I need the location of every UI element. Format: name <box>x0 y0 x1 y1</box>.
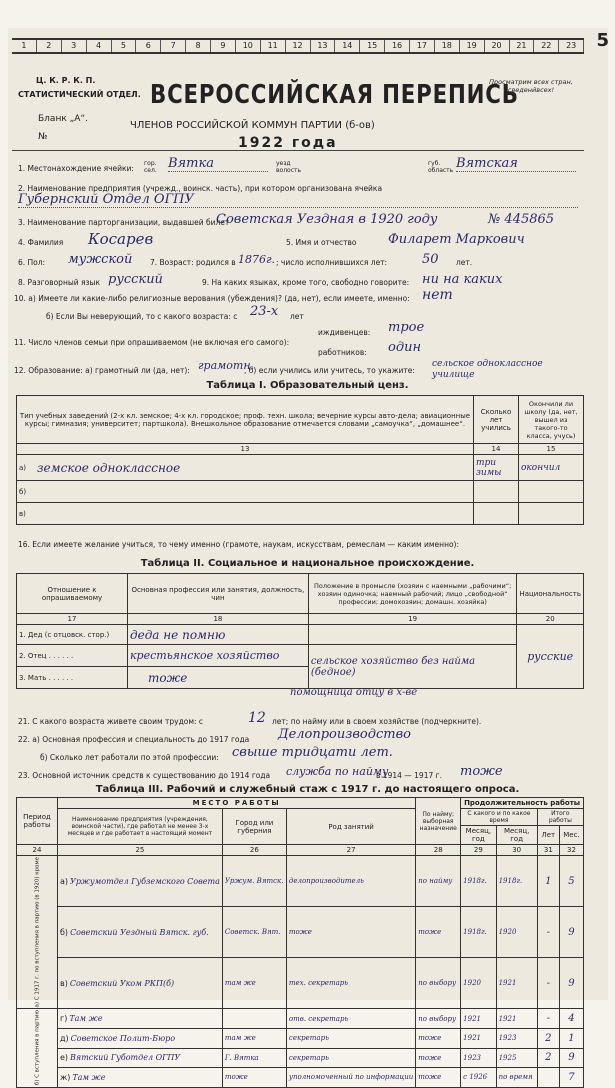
table1-row: а) земское одноклассное три зимы окончил <box>17 455 584 481</box>
table1-row: б) <box>17 481 584 503</box>
table2-row-father: 2. Отец . . . . . . крестьянское хозяйство сельское хозяйство без найма (бедное) <box>17 645 584 667</box>
table3-cell-hire: по выбору <box>416 958 461 1009</box>
table3-cell-to: по время <box>496 1068 537 1088</box>
field-10a-religion: нет <box>422 287 453 303</box>
table3-row <box>17 958 584 1009</box>
table1-row: в) <box>17 503 584 525</box>
table3-row <box>17 1048 584 1068</box>
form-subtitle: ЧЛЕНОВ РОССИЙСКОЙ КОММУН ПАРТИИ (б-ов) <box>130 120 375 131</box>
header-blank: Бланк „А“. <box>38 114 88 124</box>
field-12-literate: грамотн. <box>198 359 255 372</box>
table3-cell-to: 1925 <box>496 1048 537 1068</box>
table3-cell-m: 7 <box>559 1068 583 1088</box>
column-number-ruler <box>12 38 584 54</box>
field-10b-label: б) Если Вы неверующий, то с какого возраста: с <box>46 312 238 321</box>
field-11-label: 11. Число членов семьи при опрашиваемом (не включая его самого): <box>14 338 290 347</box>
table3-cell-hire: тоже <box>416 1068 461 1088</box>
ruler-cell: 1 <box>12 40 37 52</box>
table3-cell-m: 1 <box>559 1029 583 1049</box>
field-4-surname: Косарев <box>88 230 154 248</box>
table1-caption: Таблица I. Образовательный ценз. <box>206 380 409 391</box>
table2-caption: Таблица II. Социальное и национальное происхождение. <box>140 558 475 569</box>
table3-row-letter: г) <box>60 1014 68 1024</box>
table3-caption: Таблица III. Рабочий и служебный стаж с 1917 г. до настоящего опроса. <box>95 784 520 795</box>
table3-cell-occ: уполномоченный по информации <box>286 1068 415 1088</box>
field-22b-value: свыше тридцати лет. <box>232 745 393 760</box>
table2-mother-position: помощница отцу в х-ве <box>290 687 418 698</box>
table3-org-value: Там же <box>69 1014 103 1024</box>
ruler-cell: 13 <box>311 40 336 52</box>
table3-period-before-party: а) С 1917 г. по вступления в партию (в 1920) кроме <box>17 856 58 1009</box>
field-11-dependents: трое <box>388 320 425 335</box>
field-8-language: русский <box>108 272 163 287</box>
table3-cell-city: Г. Вятка <box>222 1048 286 1068</box>
table3-cell-to: 1921 <box>496 1009 537 1029</box>
ruler-cell: 15 <box>360 40 385 52</box>
table3-cell-hire: по найму <box>416 856 461 907</box>
field-6-label: 6. Пол: <box>18 258 46 267</box>
table3-cell-org <box>58 1048 223 1068</box>
header-dept: СТАТИСТИЧЕСКИЙ ОТДЕЛ. <box>18 90 141 99</box>
field-9-languages: ни на каких <box>422 272 503 287</box>
ruler-cell: 16 <box>385 40 410 52</box>
field-2-value: Губернский Отдел ОГПУ <box>18 192 578 208</box>
table3-row-letter: б) <box>60 927 69 937</box>
table3-cell-y: - <box>537 907 559 958</box>
field-8-label: 8. Разговорный язык <box>18 278 100 287</box>
table3-cell-m: 5 <box>559 856 583 907</box>
field-10a-label: 10. а) Имеете ли какие-либо религиозные верования (убеждения)? (да, нет), если имеете, именно: <box>14 294 410 303</box>
table3-cell-from: 1921 <box>461 1029 496 1049</box>
ruler-cell: 7 <box>161 40 186 52</box>
field-21-value: 12 <box>248 710 266 726</box>
field-22a-label: 22. а) Основная профессия и специальность до 1917 года <box>18 735 250 744</box>
field-6-sex: мужской <box>68 252 133 267</box>
ruler-cell: 19 <box>460 40 485 52</box>
table3-cell-m: 4 <box>559 1009 583 1029</box>
table3-cell-m: 9 <box>559 1048 583 1068</box>
table3-cell-to: 1920 <box>496 907 537 958</box>
field-22a-value: Делопроизводство <box>278 727 411 742</box>
field-5-label: 5. Имя и отчество <box>286 238 357 247</box>
table3-row <box>17 907 584 958</box>
table3-cell-occ: тех. секретарь <box>286 958 415 1009</box>
table3-cell-y: 2 <box>537 1029 559 1049</box>
table2-row-mother: 3. Мать . . . . . . тоже <box>17 667 584 689</box>
ruler-cell: 9 <box>211 40 236 52</box>
table3-cell-from: с 1926 <box>461 1068 496 1088</box>
form-year: 1922 года <box>238 135 338 151</box>
field-10b-age: 23-х <box>250 304 279 319</box>
ruler-cell: 12 <box>286 40 311 52</box>
table3-cell-occ: секретарь <box>286 1048 415 1068</box>
table3-cell-org <box>58 856 223 907</box>
ruler-cell: 6 <box>136 40 161 52</box>
table3-cell-from: 1923 <box>461 1048 496 1068</box>
header-divider <box>12 150 584 151</box>
table3-period-after-party: б) С вступления в партию <box>17 1009 58 1087</box>
ruler-cell: 17 <box>410 40 435 52</box>
table3-cell-y: 1 <box>537 856 559 907</box>
table3-cell-occ: секретарь <box>286 1029 415 1049</box>
table3-cell-m: 9 <box>559 907 583 958</box>
table3-row <box>17 1009 584 1029</box>
table3-row-letter: в) <box>60 978 68 988</box>
table3-cell-city <box>222 1009 286 1029</box>
table3-cell-city: там же <box>222 958 286 1009</box>
location-province-value: Вятская <box>456 156 576 172</box>
field-5-name: Филарет Маркович <box>388 232 525 247</box>
field-16-label: 16. Если имеете желание учиться, то чему именно (грамоте, наукам, искусствам, ремеслам — каким именно): <box>18 540 460 549</box>
table3-cell-city: Уржум. Вятск. <box>222 856 286 907</box>
ruler-cell: 10 <box>236 40 261 52</box>
table3-cell-occ: делопроизводитель <box>286 856 415 907</box>
table3-cell-org <box>58 958 223 1009</box>
table3-cell-to: 1918г. <box>496 856 537 907</box>
table3-cell-from: 1920 <box>461 958 496 1009</box>
table3-cell-y <box>537 1068 559 1088</box>
table3-row-letter: а) <box>60 876 69 886</box>
table3-cell-org <box>58 1029 223 1049</box>
table3-cell-y: - <box>537 958 559 1009</box>
table3-cell-org <box>58 1068 223 1088</box>
ruler-cell: 14 <box>335 40 360 52</box>
table3-row-letter: д) <box>60 1033 69 1043</box>
field-7-label: 7. Возраст: родился в <box>150 258 236 267</box>
table3-cell-city: Советск. Вят. <box>222 907 286 958</box>
table3-org-value: Советское Полит-Бюро <box>70 1033 176 1043</box>
ruler-cell: 2 <box>37 40 62 52</box>
field-2-label: 2. Наименование предприятия (учрежд., воинск. часть), при котором организована ячейка <box>18 184 383 193</box>
ruler-cell: 11 <box>261 40 286 52</box>
table3-row <box>17 1068 584 1088</box>
ruler-cell: 8 <box>186 40 211 52</box>
field-7-birthyear: 1876г. <box>238 253 276 266</box>
table3-cell-org <box>58 1009 223 1029</box>
field-9-label: 9. На каких языках, кроме того, свободно говорите: <box>202 278 410 287</box>
table3-org-value: Уржумотдел Губземского Совета <box>70 876 220 886</box>
field-12-education: сельское одноклассное училище <box>432 359 543 380</box>
table3-row <box>17 1029 584 1049</box>
table3-row-letter: е) <box>60 1053 69 1063</box>
table3-cell-to: 1923 <box>496 1029 537 1049</box>
table3-org-value: Там же <box>72 1072 106 1082</box>
field-3-label: 3. Наименование парторганизации, выдавшей билет <box>18 218 230 227</box>
table2-origin: Отношение к опрашиваемому Основная профессия или занятия, должность, чин Положение в промысле (хозяин с наемными „рабочими“; хозяин одиночка; наемный рабочий; лицо „свободной“ профессии; домохозяин; домашн. хозяйка) Национальность 17 18 19 20 1. Дед (с отцовск. стор.) деда не помню русские 2. Отец . . . . . . крестьянское хозяйство сельское хозяйство без найма (бедное) 3. Мать . . . . . . тоже <box>16 573 584 689</box>
field-1-location: 1. Местонахождение ячейки: гор. сел. Вятка уезд волость губ. область Вятская <box>18 156 588 178</box>
table3-work-record: Период работы МЕСТО РАБОТЫ По найму; выборная назначение Продолжительность работы Наименование предприятия (учреждения, воинской части), где работал не менее 3-х месяцев и где работает в настоящий момент Город или губерния Род занятий С какого и по какое время Итого работы Месяц, год Месяц, год Лет Мес. 24 25 26 27 28 29 30 31 32 а) С 1917 г. по вступления в партию (в 1920) кроме а) Уржумотдел Губземского Совета Уржум. Вятск. делопроизводитель по найму 1918г. 1918г. 1 5 б) Советский Уездный Вятск. губ. Советск. Вят. тоже тоже 1918г. 1920 - 9 в) Советский Уком РКП(б) там же тех. секретарь по выбору 1920 1921 - 9 б) С вступления в партию г) Там же отв. секретарь по выбору 1921 1921 - 4 д) Советское Полит-Бюро там же секретарь тоже 1921 1923 2 1 е) Вятский Губотдел ОГПУ Г. Вятка секретарь тоже 1923 1925 2 9 ж) Там же тоже уполномоченный по информации тоже с 1926 по время 7 <box>16 797 584 1088</box>
table1-education: Тип учебных заведений (2-х кл. земское; 4-х кл. городское; проф. техн. школа; вечерние курсы авто-дела; авиационные курсы; гимназия; университет; партшкола). Внешкольное образование отмечается словами „самоучка“, „домашнее“. Сколько лет учились Окончили ли школу (да, нет, вышел из такого-то класса, учусь) 13 14 15 а) земское одноклассное три зимы окончил б) в) <box>16 395 584 525</box>
page-number: 5 <box>596 30 609 51</box>
table3-cell-from: 1921 <box>461 1009 496 1029</box>
ruler-cell: 18 <box>435 40 460 52</box>
table3-org-value: Вятский Губотдел ОГПУ <box>70 1053 181 1063</box>
table3-cell-to: 1921 <box>496 958 537 1009</box>
field-7-age: 50 <box>422 252 439 267</box>
header-slogan: Просматрим всех стран, сведенйвсех! <box>489 78 573 94</box>
field-4-label: 4. Фамилия <box>18 238 64 247</box>
field-23-value2: тоже <box>460 764 503 779</box>
header-num: № <box>38 132 48 142</box>
table3-cell-m: 9 <box>559 958 583 1009</box>
table3-cell-y: 2 <box>537 1048 559 1068</box>
field-21-label: 21. С какого возраста живете своим трудом: с <box>18 717 204 726</box>
field-23-label: 23. Основной источник средств к существованию до 1914 года <box>18 771 271 780</box>
field-12-label: 12. Образование: а) грамотный ли (да, нет): <box>14 366 190 375</box>
ruler-cell: 23 <box>559 40 584 52</box>
table3-cell-city: там же <box>222 1029 286 1049</box>
table3-cell-org <box>58 907 223 958</box>
table3-cell-from: 1918г. <box>461 856 496 907</box>
field-22b-label: б) Сколько лет работали по этой профессии: <box>40 753 219 762</box>
table3-cell-occ: тоже <box>286 907 415 958</box>
ruler-cell: 3 <box>62 40 87 52</box>
header-org: Ц. К. Р. К. П. <box>36 76 96 85</box>
table3-cell-y: - <box>537 1009 559 1029</box>
ruler-cell: 20 <box>485 40 510 52</box>
ruler-cell: 4 <box>87 40 112 52</box>
form-title: ВСЕРОССИЙСКАЯ ПЕРЕПИСЬ <box>150 80 519 110</box>
table3-org-value: Советский Уком РКП(б) <box>69 978 175 988</box>
field-11-workers: один <box>388 340 422 355</box>
ruler-cell: 22 <box>534 40 559 52</box>
table3-row <box>17 856 584 907</box>
ruler-cell: 21 <box>510 40 535 52</box>
field-23-value: служба по найму <box>286 765 389 778</box>
field-3-card-number: № 445865 <box>488 212 555 227</box>
table3-cell-from: 1918г. <box>461 907 496 958</box>
table3-cell-occ: отв. секретарь <box>286 1009 415 1029</box>
table3-cell-hire: тоже <box>416 1048 461 1068</box>
field-3-value: Советская Уездная в 1920 году <box>216 212 438 227</box>
table2-row-grandfather: 1. Дед (с отцовск. стор.) деда не помню русские <box>17 625 584 645</box>
table3-cell-hire: тоже <box>416 907 461 958</box>
table3-row-letter: ж) <box>60 1072 71 1082</box>
location-city-value: Вятка <box>168 156 268 172</box>
table3-cell-city: тоже <box>222 1068 286 1088</box>
table3-cell-hire: по выбору <box>416 1009 461 1029</box>
ruler-cell: 5 <box>112 40 137 52</box>
table3-cell-hire: тоже <box>416 1029 461 1049</box>
table3-org-value: Советский Уездный Вятск. губ. <box>70 927 209 937</box>
